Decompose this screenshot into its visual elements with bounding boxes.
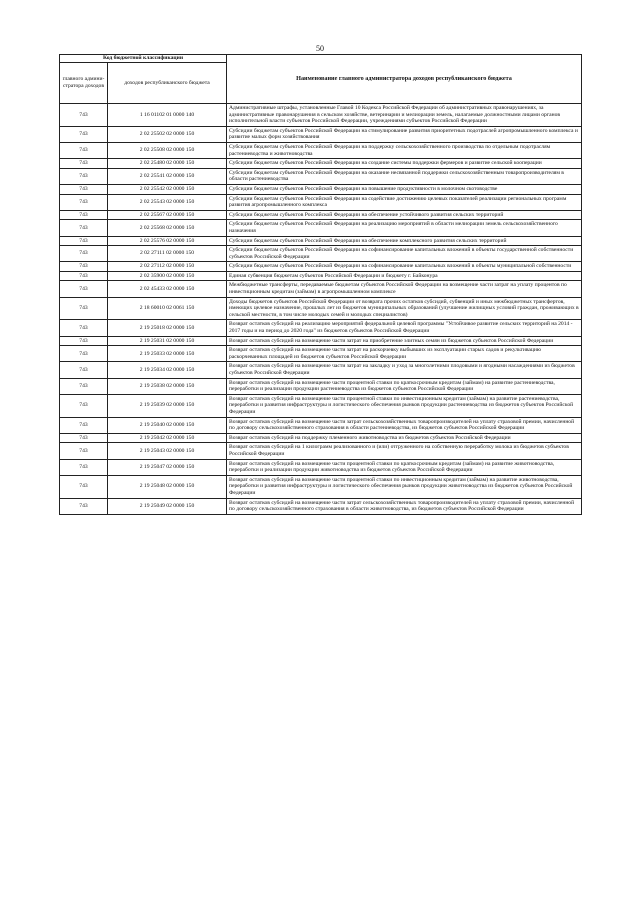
admin-code-cell: 743	[60, 498, 108, 514]
income-code-cell: 2 02 27111 02 0000 150	[108, 246, 227, 262]
admin-code-cell: 743	[60, 433, 108, 443]
admin-code-cell: 743	[60, 194, 108, 210]
income-code-cell: 2 02 25508 02 0000 150	[108, 142, 227, 158]
table-row	[60, 210, 582, 220]
header-admin: главного админи-стратора доходов	[60, 63, 108, 104]
admin-code-cell: 743	[60, 281, 108, 297]
income-code-cell: 2 19 25039 02 0000 150	[108, 394, 227, 417]
table-row	[60, 362, 582, 378]
table-row	[60, 443, 582, 459]
income-name-cell: Возврат остатков субсидий на возмещение части затрат сельскохозяйственных товаропроизводителей на уплату страховой премии, начисленной по договору сельскохозяйственного страхования в области животноводства, из бюджетов субъектов Российской Федерации	[227, 498, 582, 514]
income-name-cell: Возврат остатков субсидий на возмещение части процентной ставки по краткосрочным кредитам (займам) на развитие животноводства, переработки и реализации продукции животноводства из бюджетов субъектов Российской Федерации	[227, 459, 582, 475]
income-name-cell: Возврат остатков субсидий на возмещение части затрат сельскохозяйственных товаропроизводителей на уплату страховой премии, начисленной по договору сельскохозяйственного страхования в области растениеводства, из бюджетов субъектов Российской Федерации	[227, 417, 582, 433]
admin-code-cell: 743	[60, 443, 108, 459]
income-code-cell: 2 19 25049 02 0000 150	[108, 498, 227, 514]
income-code-cell: 2 19 25033 02 0000 150	[108, 346, 227, 362]
income-code-cell: 2 19 25047 02 0000 150	[108, 459, 227, 475]
table-row	[60, 475, 582, 498]
income-name-cell: Административные штрафы, установленные Главой 10 Кодекса Российской Федерации об административных правонарушениях, за административные правонарушения в сельском хозяйстве, ветеринарии и мелиорации земель, налагаемые должностными лицами органов исполнительной власти субъектов Российской Федерации, учреждениями субъектов Российской Федерации	[227, 104, 582, 127]
budget-classification-table	[59, 54, 582, 515]
income-name-cell: Возврат остатков субсидий на возмещение части процентной ставки по краткосрочным кредитам (займам) на развитие растениеводства, переработки и реализации продукции растениеводства из бюджетов субъектов Российской Федерации	[227, 378, 582, 394]
income-name-cell: Возврат остатков субсидий на возмещение части затрат на раскорчевку выбывших из эксплуатации старых садов и рекультивацию раскорчеванных площадей из бюджетов субъектов Российской Федерации	[227, 346, 582, 362]
income-name-cell: Субсидии бюджетам субъектов Российской Федерации на содействие достижению целевых показателей реализации региональных программ развития агропромышленного комплекса	[227, 194, 582, 210]
income-name-cell: Возврат остатков субсидий на возмещение части процентной ставки по инвестиционным кредитам (займам) на развитие животноводства, переработки и развития инфраструктуры и логистического обеспечения рынков продукции животноводства из бюджетов субъектов Российской Федерации	[227, 475, 582, 498]
table-row	[60, 459, 582, 475]
admin-code-cell: 743	[60, 142, 108, 158]
admin-code-cell: 743	[60, 362, 108, 378]
income-code-cell: 2 02 25576 02 0000 150	[108, 236, 227, 246]
income-code-cell: 2 19 25018 02 0000 150	[108, 320, 227, 336]
income-code-cell: 2 19 25034 02 0000 150	[108, 362, 227, 378]
table-row	[60, 194, 582, 210]
income-code-cell: 2 02 27112 02 0000 150	[108, 262, 227, 272]
income-name-cell: Субсидии бюджетам субъектов Российской Федерации на софинансирование капитальных вложений в объекты государственной собственности субъектов Российской Федерации	[227, 246, 582, 262]
table-row	[60, 297, 582, 320]
income-code-cell: 2 19 25048 02 0000 150	[108, 475, 227, 498]
admin-code-cell: 743	[60, 346, 108, 362]
table-row	[60, 271, 582, 281]
admin-code-cell: 743	[60, 378, 108, 394]
admin-code-cell: 743	[60, 126, 108, 142]
income-code-cell: 2 02 25568 02 0000 150	[108, 220, 227, 236]
admin-code-cell: 743	[60, 159, 108, 169]
income-code-cell: 1 16 01102 01 0000 140	[108, 104, 227, 127]
income-code-cell: 2 02 25502 02 0000 150	[108, 126, 227, 142]
table-row	[60, 220, 582, 236]
income-code-cell: 2 02 25543 02 0000 150	[108, 194, 227, 210]
income-name-cell: Субсидии бюджетам субъектов Российской Федерации на поддержку сельскохозяйственного производства по отдельным подотраслям растениеводства и животноводства	[227, 142, 582, 158]
table-row	[60, 262, 582, 272]
admin-code-cell: 743	[60, 320, 108, 336]
table-row	[60, 168, 582, 184]
header-code-group: Код бюджетной классификации	[60, 55, 227, 63]
table-row	[60, 184, 582, 194]
income-code-cell: 2 18 60010 02 0061 150	[108, 297, 227, 320]
admin-code-cell: 743	[60, 210, 108, 220]
income-code-cell: 2 19 25043 02 0000 150	[108, 443, 227, 459]
table-row	[60, 104, 582, 127]
admin-code-cell: 743	[60, 459, 108, 475]
admin-code-cell: 743	[60, 220, 108, 236]
admin-code-cell: 743	[60, 297, 108, 320]
income-name-cell: Субсидии бюджетам субъектов Российской Федерации на обеспечение устойчивого развития сельских территорий	[227, 210, 582, 220]
table-row	[60, 394, 582, 417]
income-name-cell: Возврат остатков субсидий на возмещение части затрат на закладку и уход за многолетними плодовыми и ягодными насаждениями из бюджетов субъектов Российской Федерации	[227, 362, 582, 378]
income-name-cell: Межбюджетные трансферты, передаваемые бюджетам субъектов Российской Федерации на возмещение части затрат на уплату процентов по инвестиционным кредитам (займам) в агропромышленном комплексе	[227, 281, 582, 297]
header-income: доходов республиканского бюджета	[108, 63, 227, 104]
table-row	[60, 433, 582, 443]
income-name-cell: Возврат остатков субсидий на возмещение части затрат на приобретение элитных семян из бюджетов субъектов Российской Федерации	[227, 336, 582, 346]
income-name-cell: Единая субвенция бюджетам субъектов Российской Федерации и бюджету г. Байконура	[227, 271, 582, 281]
income-code-cell: 2 19 25038 02 0000 150	[108, 378, 227, 394]
table-row	[60, 346, 582, 362]
income-code-cell: 2 02 25541 02 0000 150	[108, 168, 227, 184]
income-name-cell: Субсидии бюджетам субъектов Российской Федерации на софинансирование капитальных вложений в объекты муниципальной собственности	[227, 262, 582, 272]
income-code-cell: 2 19 25031 02 0000 150	[108, 336, 227, 346]
table-row	[60, 498, 582, 514]
income-name-cell: Субсидии бюджетам субъектов Российской Федерации на создание системы поддержки фермеров и развитие сельской кооперации	[227, 159, 582, 169]
admin-code-cell: 743	[60, 417, 108, 433]
income-name-cell: Субсидии бюджетам субъектов Российской Федерации на реализацию мероприятий в области мелиорации земель сельскохозяйственного назначения	[227, 220, 582, 236]
income-code-cell: 2 19 25040 02 0000 150	[108, 417, 227, 433]
table-row	[60, 236, 582, 246]
table-row	[60, 142, 582, 158]
table-row	[60, 126, 582, 142]
income-name-cell: Субсидии бюджетам субъектов Российской Федерации на повышение продуктивности в молочном скотоводстве	[227, 184, 582, 194]
income-code-cell: 2 02 45433 02 0000 150	[108, 281, 227, 297]
admin-code-cell: 743	[60, 262, 108, 272]
admin-code-cell: 743	[60, 168, 108, 184]
admin-code-cell: 743	[60, 184, 108, 194]
table-row	[60, 159, 582, 169]
header-name: Наименование главного администратора доходов республиканского бюджета	[227, 55, 582, 104]
admin-code-cell: 743	[60, 104, 108, 127]
income-code-cell: 2 02 25542 02 0000 150	[108, 184, 227, 194]
income-name-cell: Возврат остатков субсидий на реализацию мероприятий федеральной целевой программы "Устойчивое развитие сельских территорий на 2014 - 2017 годы и на период до 2020 года" из бюджетов субъектов Российской Федерации	[227, 320, 582, 336]
admin-code-cell: 743	[60, 271, 108, 281]
income-name-cell: Субсидии бюджетам субъектов Российской Федерации на стимулирование развития приоритетных подотраслей агропромышленного комплекса и развитие малых форм хозяйствования	[227, 126, 582, 142]
admin-code-cell: 743	[60, 475, 108, 498]
table-row	[60, 417, 582, 433]
income-code-cell: 2 02 25480 02 0000 150	[108, 159, 227, 169]
income-code-cell: 2 02 25567 02 0000 150	[108, 210, 227, 220]
income-code-cell: 2 19 25042 02 0000 150	[108, 433, 227, 443]
admin-code-cell: 743	[60, 336, 108, 346]
income-name-cell: Субсидии бюджетам субъектов Российской Федерации на оказание несвязанной поддержки сельскохозяйственным товаропроизводителям в области растениеводства	[227, 168, 582, 184]
table-row	[60, 320, 582, 336]
income-code-cell: 2 02 35900 02 0000 150	[108, 271, 227, 281]
table-row	[60, 281, 582, 297]
income-name-cell: Возврат остатков субсидий на поддержку племенного животноводства из бюджетов субъектов Российской Федерации	[227, 433, 582, 443]
admin-code-cell: 743	[60, 246, 108, 262]
admin-code-cell: 743	[60, 394, 108, 417]
income-name-cell: Доходы бюджетов субъектов Российской Федерации от возврата прочих остатков субсидий, субвенций и иных межбюджетных трансфертов, имеющих целевое назначение, прошлых лет из бюджетов муниципальных образований (улучшение жилищных условий граждан, проживающих в сельской местности, в том числе молодых семей и молодых специалистов)	[227, 297, 582, 320]
admin-code-cell: 743	[60, 236, 108, 246]
table-row	[60, 336, 582, 346]
income-name-cell: Субсидии бюджетам субъектов Российской Федерации на обеспечение комплексного развития сельских территорий	[227, 236, 582, 246]
table-row	[60, 378, 582, 394]
income-name-cell: Возврат остатков субсидий на возмещение части процентной ставки по инвестиционным кредитам (займам) на развитие растениеводства, переработки и развития инфраструктуры и логистического обеспечения рынков продукции растениеводства из бюджетов субъектов Российской Федерации	[227, 394, 582, 417]
table-row	[60, 246, 582, 262]
income-name-cell: Возврат остатков субсидий на 1 килограмм реализованного и (или) отгруженного на собственную переработку молока из бюджетов субъектов Российской Федерации	[227, 443, 582, 459]
page-number: 50	[316, 44, 324, 53]
